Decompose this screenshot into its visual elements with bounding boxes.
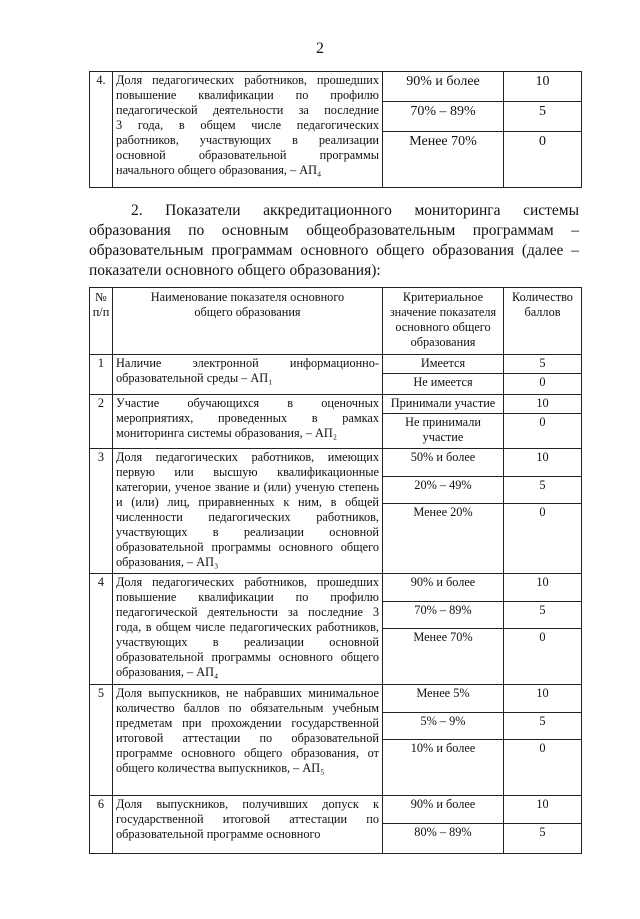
score-value: 0 [504, 131, 581, 185]
row-number: 5 [90, 685, 113, 796]
row-number: 1 [90, 355, 113, 395]
criteria-value: 70% – 89% [383, 101, 503, 131]
table-row [90, 574, 582, 685]
table-row [90, 72, 582, 188]
criteria-column [383, 574, 504, 685]
indicator-line: 3 года, в общем числе педагогических [116, 118, 379, 132]
criteria-value: Принимали участие [390, 396, 496, 410]
indicator-line: работников, участвующих в реализации [116, 133, 379, 147]
score-value: 0 [504, 373, 581, 392]
score-value: 10 [536, 575, 549, 589]
table-row [90, 355, 582, 395]
score-value: 0 [504, 503, 581, 571]
criteria-value: 70% – 89% [383, 601, 503, 628]
criteria-value: 90% и более [406, 74, 480, 89]
header-score: Количество баллов [504, 288, 582, 355]
score-value: 10 [536, 396, 549, 410]
header-name: Наименование показателя основного общего образования [113, 288, 383, 355]
row-number: 2 [90, 395, 113, 449]
score-column [504, 355, 582, 395]
indicator-name: Доля выпускников, получивших допуск к государственной итоговой аттестации по образовательной программе основного [113, 796, 383, 854]
table-row [90, 796, 582, 854]
paragraph-text: 2. Показатели аккредитационного мониторинга системы образования по основным общеобразовательным программам – образовательным программам основного общего образования (далее – показатели основного общего образования): [89, 202, 579, 279]
score-value: 10 [536, 797, 549, 811]
criteria-value: Не принимали участие [383, 413, 503, 446]
score-value: 5 [539, 356, 546, 370]
table-header-row [90, 288, 582, 355]
score-column [504, 72, 582, 188]
score-column [504, 796, 582, 854]
score-column [504, 395, 582, 449]
row-number: 6 [90, 796, 113, 854]
indicator-line: педагогической деятельности за последние [116, 103, 379, 117]
row-number: 4. [90, 72, 113, 188]
criteria-column [383, 449, 504, 574]
row-number: 4 [90, 574, 113, 685]
criteria-value: 5% – 9% [383, 712, 503, 739]
section-paragraph [89, 201, 579, 281]
header-num: № п/п [90, 288, 113, 355]
table-row [90, 449, 582, 574]
indicator-line: Доля педагогических работников, прошедших [116, 73, 379, 87]
score-value: 0 [504, 739, 581, 793]
criteria-value: 20% – 49% [383, 476, 503, 503]
criteria-value: Менее 5% [416, 686, 470, 700]
criteria-column [383, 685, 504, 796]
page-number: 2 [316, 40, 324, 57]
score-value: 5 [504, 476, 581, 503]
indicator-name: Участие обучающихся в оценочных мероприятиях, проведенных в рамках мониторинга системы образования, – АП₂ [113, 395, 383, 449]
main-table [89, 287, 582, 854]
score-column [504, 449, 582, 574]
criteria-value: Менее 20% [383, 503, 503, 571]
indicator-name: Доля педагогических работников, прошедших повышение квалификации по профилю педагогической деятельности за последние 3 года, в общем числе педагогических работников, участвующих в реализации основной образовательной программы основного общего образования, – АП₄ [113, 574, 383, 685]
indicator-name: Доля выпускников, не набравших минимальное количество баллов по обязательным учебным предметам при прохождении государственной итоговой аттестации по образовательной программе основного общего образования, от общего количества выпускников, – АП₅ [113, 685, 383, 796]
score-value: 10 [536, 450, 549, 464]
indicator-name [113, 72, 383, 188]
score-value: 0 [504, 628, 581, 682]
score-value: 5 [504, 712, 581, 739]
top-table [89, 71, 582, 188]
indicator-line: повышение квалификации по профилю [116, 88, 379, 102]
criteria-column [383, 355, 504, 395]
criteria-value: Не имеется [383, 373, 503, 392]
criteria-value: 10% и более [383, 739, 503, 793]
criteria-value: 50% и более [410, 450, 476, 464]
criteria-value: 80% – 89% [383, 823, 503, 851]
criteria-value: 90% и более [410, 575, 476, 589]
score-value: 10 [536, 686, 549, 700]
criteria-column [383, 796, 504, 854]
score-value: 5 [504, 101, 581, 131]
header-criteria: Критериальное значение показателя основного общего образования [383, 288, 504, 355]
criteria-value: Менее 70% [383, 628, 503, 682]
indicator-line: основной образовательной программы [116, 148, 379, 162]
criteria-value: Имеется [420, 356, 466, 370]
score-column [504, 574, 582, 685]
score-value: 5 [504, 601, 581, 628]
indicator-name: Доля педагогических работников, имеющих первую или высшую квалификационные категории, ученое звание и (или) ученую степень и (или) лиц, приравненных к ним, в общей численности педагогических работников, участвующих в реализации основной образовательной программы основного общего образования, – АП₃ [113, 449, 383, 574]
row-number: 3 [90, 449, 113, 574]
score-value: 0 [504, 413, 581, 446]
table-row [90, 395, 582, 449]
criteria-column [383, 72, 504, 188]
table-row [90, 685, 582, 796]
criteria-column [383, 395, 504, 449]
criteria-value: 90% и более [410, 797, 476, 811]
indicator-line: начального общего образования, – АП₄ [116, 163, 322, 177]
score-column [504, 685, 582, 796]
score-value: 5 [504, 823, 581, 851]
indicator-name: Наличие электронной информационно-образовательной среды – АП₁ [113, 355, 383, 395]
criteria-value: Менее 70% [383, 131, 503, 185]
score-value: 10 [535, 74, 550, 89]
